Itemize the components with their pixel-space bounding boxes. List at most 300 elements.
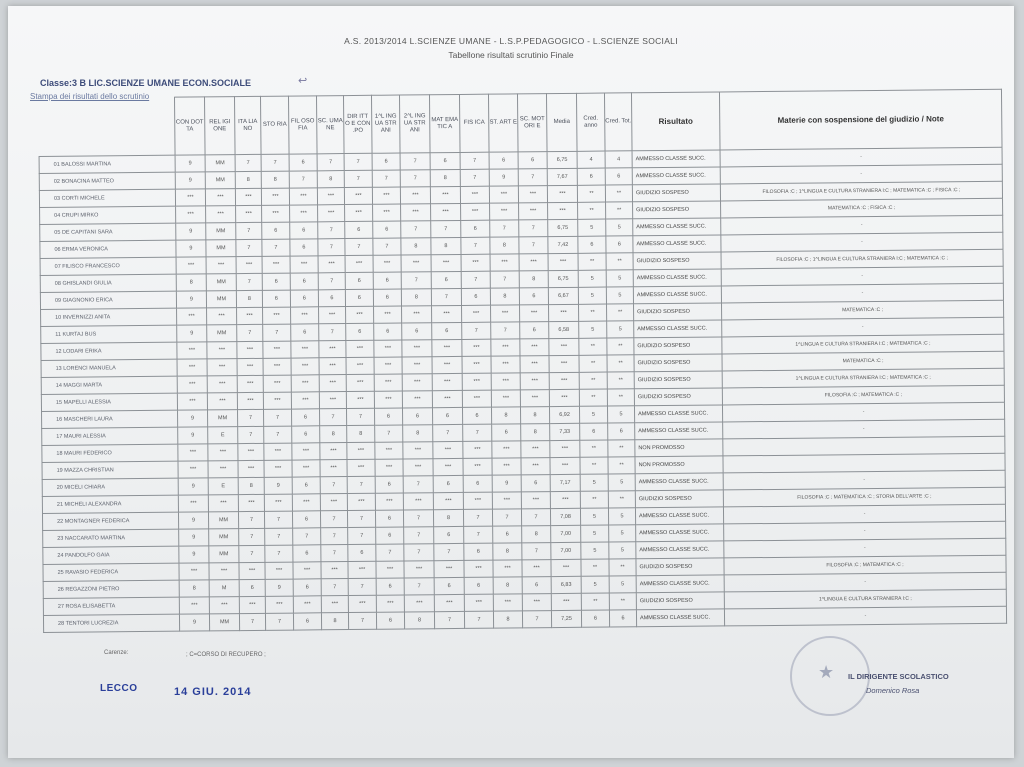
- grade-cell: ***: [345, 204, 373, 221]
- grade-cell: ***: [522, 594, 551, 611]
- note-cell: -: [720, 164, 1002, 184]
- grade-cell: 7: [320, 511, 347, 528]
- grade-cell: ***: [460, 186, 489, 203]
- grade-cell: 9: [179, 546, 209, 563]
- grade-cell: ***: [291, 307, 319, 324]
- student-name: 16 MASCHERI LAURA: [42, 410, 178, 428]
- grade-cell: 7: [434, 611, 464, 628]
- grade-cell: ***: [206, 257, 236, 274]
- grade-cell: ***: [491, 356, 520, 373]
- grade-cell: 7: [490, 220, 519, 237]
- grade-cell: ***: [207, 308, 237, 325]
- grade-cell: ***: [263, 341, 291, 358]
- student-name: 06 ERMA VERONICA: [40, 240, 176, 258]
- grade-cell: 7: [463, 509, 492, 526]
- column-header: ITA LIA NO: [234, 96, 261, 154]
- result-cell: AMMESSO CLASSE SUCC.: [635, 507, 723, 525]
- student-name: 24 PANDOLFO GAIA: [43, 546, 179, 564]
- grade-cell: ***: [431, 254, 461, 271]
- grade-cell: **: [607, 372, 634, 389]
- grade-cell: 7: [265, 528, 293, 545]
- grade-cell: 6: [262, 273, 290, 290]
- student-name: 03 CORTI MICHELE: [39, 189, 175, 207]
- result-cell: AMMESSO CLASSE SUCC.: [634, 405, 722, 423]
- grade-cell: 5: [609, 542, 636, 559]
- grade-cell: 8: [520, 407, 549, 424]
- grade-cell: 5: [608, 508, 635, 525]
- grade-cell: ***: [493, 560, 522, 577]
- note-cell: 1^LINGUA E CULTURA STRANIERA I:C ;: [724, 589, 1006, 609]
- grade-cell: ***: [208, 495, 238, 512]
- grade-cell: 7: [264, 511, 292, 528]
- student-name: 20 MICELI CHIARA: [42, 478, 178, 496]
- note-cell: -: [720, 147, 1002, 167]
- grade-cell: 8: [493, 577, 522, 594]
- student-name: 26 REGAZZONI PIETRO: [43, 580, 179, 598]
- grade-cell: 7: [238, 409, 264, 426]
- grade-cell: M: [209, 580, 239, 597]
- grade-cell: ***: [291, 358, 319, 375]
- grade-cell: 7: [321, 545, 348, 562]
- student-name: 19 MAZZA CHRISTIAN: [42, 461, 178, 479]
- grade-cell: ***: [321, 562, 348, 579]
- grade-cell: 6,83: [551, 576, 581, 593]
- student-name: 22 MONTAGNER FEDERICA: [42, 512, 178, 530]
- result-cell: GIUDIZIO SOSPESO: [635, 490, 723, 508]
- result-cell: AMMESSO CLASSE SUCC.: [632, 150, 720, 168]
- grade-cell: 6: [374, 408, 402, 425]
- grade-cell: 6: [463, 475, 492, 492]
- result-cell: AMMESSO CLASSE SUCC.: [636, 609, 724, 627]
- student-name: 07 FILISCO FRANCESCO: [40, 257, 176, 275]
- grade-cell: 9: [265, 579, 293, 596]
- grade-cell: 7: [401, 221, 431, 238]
- grade-cell: ***: [461, 203, 490, 220]
- grade-cell: 5: [607, 406, 634, 423]
- grade-cell: 7: [462, 322, 491, 339]
- grade-cell: ***: [208, 461, 238, 478]
- grade-cell: ***: [549, 389, 579, 406]
- grade-cell: 7: [289, 171, 317, 188]
- result-cell: AMMESSO CLASSE SUCC.: [635, 473, 723, 491]
- grade-cell: ***: [491, 305, 520, 322]
- student-name: 25 RAVASIO FEDERICA: [43, 563, 179, 581]
- grade-cell: ***: [375, 442, 403, 459]
- grade-cell: 5: [578, 219, 606, 236]
- note-cell: FILOSOFIA :C ; 1^LINGUA E CULTURA STRANIERA I:C ; MATEMATICA :C ;: [721, 249, 1003, 269]
- grade-cell: 5: [581, 542, 609, 559]
- grade-cell: **: [607, 304, 634, 321]
- grade-cell: ***: [491, 373, 520, 390]
- grade-cell: 7: [376, 544, 404, 561]
- grade-cell: 6: [346, 323, 374, 340]
- grade-cell: 7,42: [548, 236, 578, 253]
- grade-cell: 7: [464, 611, 493, 628]
- grade-cell: MM: [206, 223, 236, 240]
- grade-cell: 6: [430, 152, 460, 169]
- grade-cell: 6: [578, 236, 606, 253]
- grade-cell: ***: [178, 495, 208, 512]
- grade-cell: ***: [319, 307, 346, 324]
- grade-cell: 6: [605, 168, 632, 185]
- student-name: 02 BONACINA MATTEO: [39, 172, 175, 190]
- grade-cell: ***: [207, 376, 237, 393]
- grade-cell: ***: [291, 341, 319, 358]
- grade-cell: ***: [401, 204, 431, 221]
- grade-cell: ***: [403, 459, 433, 476]
- grade-cell: 7: [345, 238, 373, 255]
- grade-cell: **: [608, 440, 635, 457]
- grade-cell: 6: [461, 220, 490, 237]
- grade-cell: MM: [209, 546, 239, 563]
- grade-cell: ***: [547, 185, 577, 202]
- grade-cell: 6: [291, 324, 319, 341]
- grade-cell: ***: [291, 375, 319, 392]
- grade-cell: ***: [344, 187, 372, 204]
- grade-cell: **: [578, 202, 606, 219]
- grade-cell: ***: [372, 187, 400, 204]
- grade-cell: ***: [520, 356, 549, 373]
- grade-cell: ***: [462, 373, 491, 390]
- grade-cell: ***: [490, 203, 519, 220]
- grade-cell: 9: [175, 172, 205, 189]
- grade-cell: 6: [293, 613, 321, 630]
- result-cell: GIUDIZIO SOSPESO: [634, 303, 722, 321]
- grade-cell: ***: [176, 206, 206, 223]
- grade-cell: ***: [290, 205, 318, 222]
- note-cell: 1^LINGUA E CULTURA STRANIERA I:C ; MATEMATICA :C ;: [722, 334, 1004, 354]
- result-cell: NON PROMOSSO: [635, 439, 723, 457]
- grade-cell: ***: [237, 392, 263, 409]
- grade-cell: 7: [492, 509, 521, 526]
- header-title: A.S. 2013/2014 L.SCIENZE UMANE - L.S.P.PEDAGOGICO - L.SCIENZE SOCIALI: [344, 36, 678, 46]
- grade-cell: ***: [236, 256, 262, 273]
- grade-cell: ***: [402, 357, 432, 374]
- grade-cell: 4: [577, 151, 605, 168]
- student-name: 11 KURTAJ BUS: [41, 325, 177, 343]
- grade-cell: ***: [320, 494, 347, 511]
- result-cell: GIUDIZIO SOSPESO: [634, 388, 722, 406]
- column-header: SC. UMA NE: [316, 96, 344, 154]
- grade-cell: ***: [209, 597, 239, 614]
- grade-cell: ***: [518, 186, 547, 203]
- grade-cell: **: [581, 593, 609, 610]
- result-cell: GIUDIZIO SOSPESO: [634, 354, 722, 372]
- student-name: 04 CRUPI MIRKO: [40, 206, 176, 224]
- grade-cell: **: [579, 355, 607, 372]
- grade-cell: ***: [548, 253, 578, 270]
- grade-cell: 6: [373, 289, 401, 306]
- grade-cell: ***: [462, 305, 491, 322]
- grade-cell: 8: [401, 289, 431, 306]
- grade-cell: 7: [434, 543, 464, 560]
- note-cell: -: [724, 572, 1006, 592]
- grade-cell: 5: [608, 474, 635, 491]
- grade-cell: 7: [236, 239, 262, 256]
- grade-cell: 8: [179, 580, 209, 597]
- grade-cell: 5: [578, 287, 606, 304]
- grade-cell: 6: [492, 424, 521, 441]
- grade-cell: ***: [521, 458, 550, 475]
- grade-cell: ***: [176, 257, 206, 274]
- grade-cell: 7: [348, 612, 376, 629]
- grade-cell: 7: [400, 153, 430, 170]
- grade-cell: ***: [373, 204, 401, 221]
- grade-cell: ***: [265, 596, 293, 613]
- grade-cell: 8: [401, 238, 431, 255]
- grade-cell: 6: [606, 236, 633, 253]
- student-name: 09 GIAGNONIO ERICA: [40, 291, 176, 309]
- grade-cell: 7: [461, 237, 490, 254]
- student-name: 28 TENTORI LUCREZIA: [43, 614, 179, 632]
- grade-cell: ***: [491, 339, 520, 356]
- grade-cell: ***: [402, 374, 432, 391]
- grade-cell: ***: [292, 494, 320, 511]
- grade-cell: 8: [522, 526, 551, 543]
- grade-cell: 6: [345, 289, 373, 306]
- grade-cell: ***: [177, 393, 207, 410]
- print-results-link[interactable]: Stampa dei risultati dello scrutinio: [30, 92, 150, 101]
- grade-cell: 8: [321, 613, 348, 630]
- grade-cell: MM: [208, 512, 238, 529]
- results-table: [38, 89, 1007, 633]
- grade-cell: ***: [519, 254, 548, 271]
- grade-cell: 7: [403, 510, 433, 527]
- grade-cell: ***: [345, 255, 373, 272]
- legend-recupero: ; C=CORSO DI RECUPERO ;: [186, 652, 266, 658]
- column-header: 1^L ING UA STR ANI: [371, 95, 400, 153]
- grade-cell: 7: [344, 170, 372, 187]
- grade-cell: ***: [376, 561, 404, 578]
- grade-cell: ***: [177, 359, 207, 376]
- grade-cell: ***: [262, 205, 290, 222]
- grade-cell: ***: [207, 359, 237, 376]
- grade-cell: 7: [460, 169, 489, 186]
- grade-cell: ***: [493, 594, 522, 611]
- grade-cell: **: [581, 559, 609, 576]
- grade-cell: 6: [608, 423, 635, 440]
- column-header: STO RIA: [260, 96, 289, 154]
- grade-cell: 7: [433, 424, 463, 441]
- grade-cell: ***: [549, 355, 579, 372]
- grade-cell: ***: [237, 375, 263, 392]
- note-cell: -: [721, 266, 1003, 286]
- grade-cell: ***: [489, 186, 518, 203]
- grade-cell: ***: [522, 560, 551, 577]
- grade-cell: 8: [430, 169, 460, 186]
- grade-cell: ***: [433, 441, 463, 458]
- grade-cell: ***: [519, 203, 548, 220]
- result-cell: AMMESSO CLASSE SUCC.: [633, 235, 721, 253]
- grade-cell: 5: [580, 508, 608, 525]
- grade-cell: 7: [401, 272, 431, 289]
- grade-cell: 9: [489, 169, 518, 186]
- grade-cell: 8: [261, 171, 289, 188]
- grade-cell: 7: [400, 170, 430, 187]
- grade-cell: **: [606, 202, 633, 219]
- grade-cell: ***: [432, 339, 462, 356]
- grade-cell: 7: [373, 238, 401, 255]
- grade-cell: ***: [293, 562, 321, 579]
- grade-cell: ***: [549, 372, 579, 389]
- grade-cell: ***: [464, 594, 493, 611]
- grade-cell: **: [579, 338, 607, 355]
- grade-cell: 6: [373, 221, 401, 238]
- grade-cell: 7: [265, 613, 293, 630]
- grade-cell: ***: [402, 340, 432, 357]
- grade-cell: 6: [374, 323, 402, 340]
- note-cell: FILOSOFIA :C ; MATEMATICA :C ;: [722, 385, 1004, 405]
- grade-cell: ***: [178, 444, 208, 461]
- note-cell: -: [722, 402, 1004, 422]
- result-cell: NON PROMOSSO: [635, 456, 723, 474]
- grade-cell: ***: [239, 596, 265, 613]
- header-subtitle: Tabellone risultati scrutinio Finale: [448, 50, 574, 60]
- grade-cell: ***: [551, 559, 581, 576]
- grade-cell: ***: [346, 340, 374, 357]
- grade-cell: 5: [606, 270, 633, 287]
- grade-cell: ***: [492, 492, 521, 509]
- grade-cell: 5: [609, 525, 636, 542]
- grade-cell: ***: [239, 562, 265, 579]
- grade-cell: ***: [237, 307, 263, 324]
- student-name: 17 MAURI ALESSIA: [42, 427, 178, 445]
- grade-cell: 6: [289, 154, 317, 171]
- grade-cell: MM: [206, 291, 236, 308]
- note-cell: -: [724, 538, 1006, 558]
- grade-cell: 5: [581, 576, 609, 593]
- note-cell: 1^LINGUA E CULTURA STRANIERA I:C ; MATEMATICA :C ;: [722, 368, 1004, 388]
- grade-cell: 5: [607, 321, 634, 338]
- grade-cell: **: [605, 185, 632, 202]
- grade-cell: 5: [579, 406, 607, 423]
- grade-cell: 6: [293, 579, 321, 596]
- grade-cell: MM: [206, 240, 236, 257]
- grade-cell: 8: [404, 612, 434, 629]
- grade-cell: ***: [207, 393, 237, 410]
- grade-cell: **: [580, 491, 608, 508]
- grade-cell: 8: [521, 424, 550, 441]
- grade-cell: **: [607, 355, 634, 372]
- grade-cell: **: [607, 389, 634, 406]
- grade-cell: ***: [348, 561, 376, 578]
- grade-cell: 7: [404, 527, 434, 544]
- grade-cell: 6: [292, 426, 320, 443]
- grade-cell: ***: [432, 356, 462, 373]
- grade-cell: ***: [347, 493, 375, 510]
- grade-cell: ***: [264, 443, 292, 460]
- note-cell: MATEMATICA :C ; FISICA :C ;: [721, 198, 1003, 218]
- grade-cell: MM: [206, 274, 236, 291]
- grade-cell: 7: [521, 509, 550, 526]
- grade-cell: ***: [549, 338, 579, 355]
- grade-cell: 9: [179, 614, 209, 631]
- grade-cell: 7: [431, 288, 461, 305]
- grade-cell: 6: [292, 477, 320, 494]
- grade-cell: 6: [431, 271, 461, 288]
- result-cell: AMMESSO CLASSE SUCC.: [632, 167, 720, 185]
- student-name: 14 MAGGI MARTA: [41, 376, 177, 394]
- grade-cell: ***: [263, 375, 291, 392]
- student-name: 12 LODARI ERIKA: [41, 342, 177, 360]
- table-corner: [39, 97, 176, 156]
- grade-cell: ***: [177, 342, 207, 359]
- grade-cell: ***: [319, 341, 346, 358]
- grade-cell: 7: [404, 578, 434, 595]
- student-name: 15 MAPELLI ALESSIA: [41, 393, 177, 411]
- result-cell: AMMESSO CLASSE SUCC.: [633, 269, 721, 287]
- grade-cell: 7: [491, 322, 520, 339]
- seal-star-icon: ★: [818, 662, 835, 682]
- grade-cell: ***: [433, 492, 463, 509]
- grade-cell: ***: [434, 594, 464, 611]
- grade-cell: 7: [461, 271, 490, 288]
- note-cell: FILOSOFIA :C ; 1^LINGUA E CULTURA STRANIERA I:C ; MATEMATICA :C ; FISICA :C ;: [720, 181, 1002, 201]
- grade-cell: 9: [178, 478, 208, 495]
- grade-cell: 8: [493, 611, 522, 628]
- grade-cell: 7: [404, 544, 434, 561]
- grade-cell: ***: [265, 562, 293, 579]
- column-header: Materie con sospensione del giudizio / Note: [719, 89, 1002, 150]
- class-title: Classe:3 B LIC.SCIENZE UMANE ECON.SOCIALE: [40, 78, 252, 88]
- grade-cell: ***: [462, 390, 491, 407]
- grade-cell: 7: [348, 578, 376, 595]
- grade-cell: 6: [577, 168, 605, 185]
- grade-cell: 7,33: [550, 423, 580, 440]
- grade-cell: 5: [606, 219, 633, 236]
- grade-cell: ***: [551, 593, 581, 610]
- grade-cell: 6,92: [549, 406, 579, 423]
- grade-cell: 7: [347, 510, 375, 527]
- column-header: Cred. Tot.: [604, 93, 632, 151]
- grade-cell: ***: [263, 358, 291, 375]
- grade-cell: 7: [237, 324, 263, 341]
- grade-cell: 6: [290, 273, 318, 290]
- grade-cell: ***: [292, 460, 320, 477]
- grade-cell: 6: [262, 290, 290, 307]
- grade-cell: **: [579, 304, 607, 321]
- grade-cell: ***: [179, 563, 209, 580]
- grade-cell: ***: [431, 203, 461, 220]
- grade-cell: ***: [520, 373, 549, 390]
- grade-cell: 9: [178, 427, 208, 444]
- grade-cell: ***: [317, 188, 344, 205]
- note-cell: -: [721, 215, 1003, 235]
- grade-cell: 9: [264, 477, 292, 494]
- grade-cell: ***: [264, 494, 292, 511]
- note-cell: -: [724, 521, 1006, 541]
- result-cell: GIUDIZIO SOSPESO: [636, 558, 724, 576]
- grade-cell: 7: [519, 220, 548, 237]
- grade-cell: ***: [235, 188, 261, 205]
- grade-cell: ***: [209, 563, 239, 580]
- grade-cell: 7: [317, 154, 344, 171]
- grade-cell: 8: [403, 425, 433, 442]
- grade-cell: 6: [375, 510, 403, 527]
- grade-cell: 7,00: [551, 542, 581, 559]
- grade-cell: ***: [207, 342, 237, 359]
- grade-cell: 7: [238, 426, 264, 443]
- grade-cell: 8: [176, 274, 206, 291]
- grade-cell: ***: [264, 460, 292, 477]
- grade-cell: 7: [261, 154, 289, 171]
- grade-cell: ***: [404, 595, 434, 612]
- note-cell: FILOSOFIA :C ; MATEMATICA :C ;: [724, 555, 1006, 575]
- grade-cell: 8: [519, 271, 548, 288]
- grade-cell: 6: [239, 579, 265, 596]
- note-cell: -: [723, 419, 1005, 439]
- grade-cell: ***: [177, 308, 207, 325]
